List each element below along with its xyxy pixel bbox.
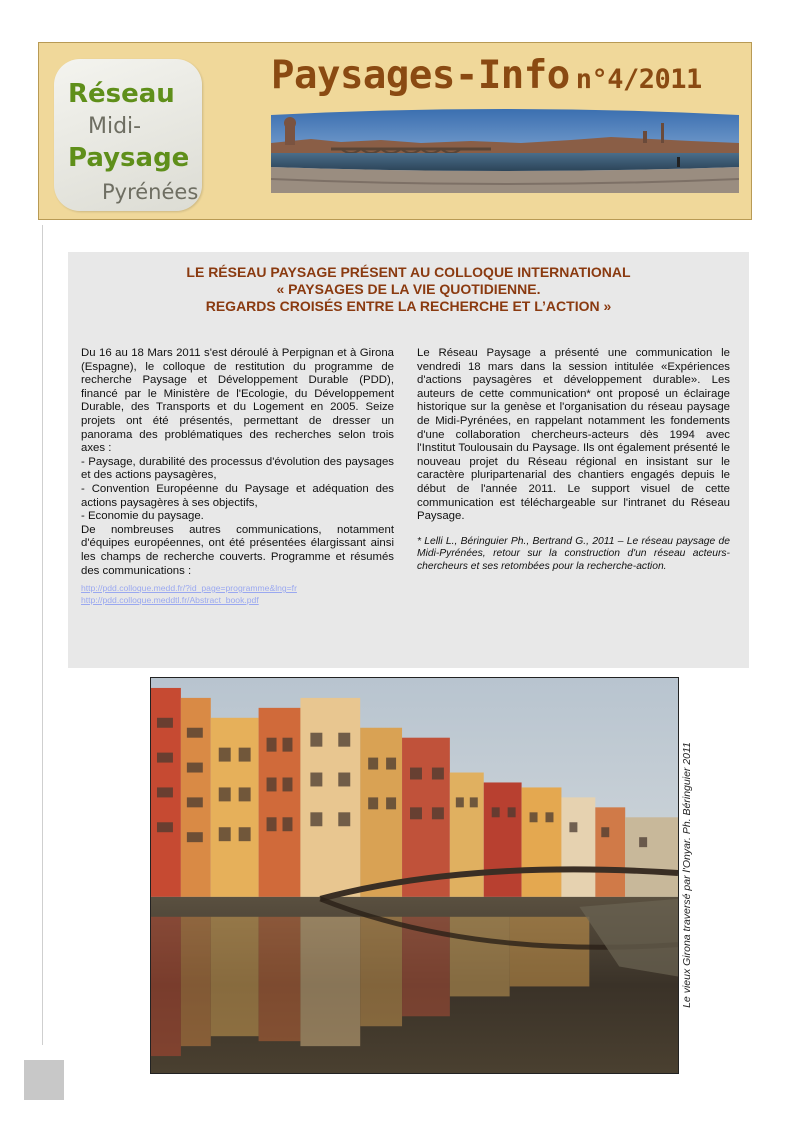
axis-item: - Economie du paysage. [81,510,204,523]
article-box [68,252,749,668]
left-margin-rule [42,225,43,1045]
logo-word-pyrenees: Pyrénées [102,180,199,204]
article-title [68,264,749,315]
links-block [81,582,394,606]
logo-word-midi: Midi- [88,114,142,139]
article-title-line: « PAYSAGES DE LA VIE QUOTIDIENNE. [276,281,541,297]
header-banner [38,42,752,220]
photo-caption: Le vieux Girona traversé par l'Onyar. Ph. Béringuier 2011 [681,742,693,1008]
abstract-book-link[interactable]: http://pdd.colloque.meddtl.fr/Abstract_book.pdf [81,595,259,606]
newsletter-name: Paysages-Info [271,53,570,98]
girona-photo [150,677,679,1074]
panorama-photo [271,109,739,193]
issue-number: n°4/2011 [575,64,702,95]
logo-word-paysage: Paysage [68,143,190,173]
article-title-line: LE RÉSEAU PAYSAGE PRÉSENT AU COLLOQUE INTERNATIONAL [186,264,631,280]
logo-word-reseau: Réseau [68,79,175,109]
article-outro: De nombreuses autres communications, notamment d'équipes européennes, ont été présentées élargissant ainsi les champs de recherche couverts. Programme et résumés des communications : [81,523,394,577]
network-logo [54,59,202,211]
article-intro: Du 16 au 18 Mars 2011 s'est déroulé à Perpignan et à Girona (Espagne), le colloque de restitution du programme de recherche Paysage et Développement Durable (PDD), financé par le Ministère de l'Ecologie, du Développement Durable, des Transports et du Logement en 2005. Seize projets ont été présentés, permettant de dresser un panorama des problématiques des recherches selon trois axes : [81,347,394,455]
article-title-line: REGARDS CROISÉS ENTRE LA RECHERCHE ET L’ACTION » [205,298,612,314]
axis-item: - Convention Européenne du Paysage et adéquation des actions paysagères à ses objectifs, [81,482,394,509]
reference-footnote: * Lelli L., Béringuier Ph., Bertrand G., 2011 – Le réseau paysage de Midi-Pyrénées, retour sur la construction d'un réseau acteurs-chercheurs et ses retombées pour la recherche-action. [417,535,730,572]
article-column-left [81,347,394,606]
article-body-right: Le Réseau Paysage a présenté une communication le vendredi 18 mars dans la session intitulée «Expériences d'actions paysagères et développement durable». Les auteurs de cette communication* ont proposé un éclairage historique sur la genèse et l'organisation du réseau paysage de Midi-Pyrénées, en rappelant notamment les fondements d'une collaboration chercheurs-acteurs dès 1994 avec l'Institut Toulousain du Paysage. Ils ont également présenté le nouveau projet du Réseau régional en insistant sur le caractère pluripartenarial des chantiers engagés depuis le début de l'année 2011. Le support visuel de cette communication est téléchargeable sur l'intranet du Réseau Paysage. [417,347,730,523]
page-corner-marker [24,1060,64,1100]
newsletter-title [271,53,702,98]
axis-item: - Paysage, durabilité des processus d'évolution des paysages et des actions paysagères, [81,455,394,482]
program-link[interactable]: http://pdd.colloque.medd.fr/?id_page=programme&lng=fr [81,583,297,594]
article-column-right [417,347,730,573]
